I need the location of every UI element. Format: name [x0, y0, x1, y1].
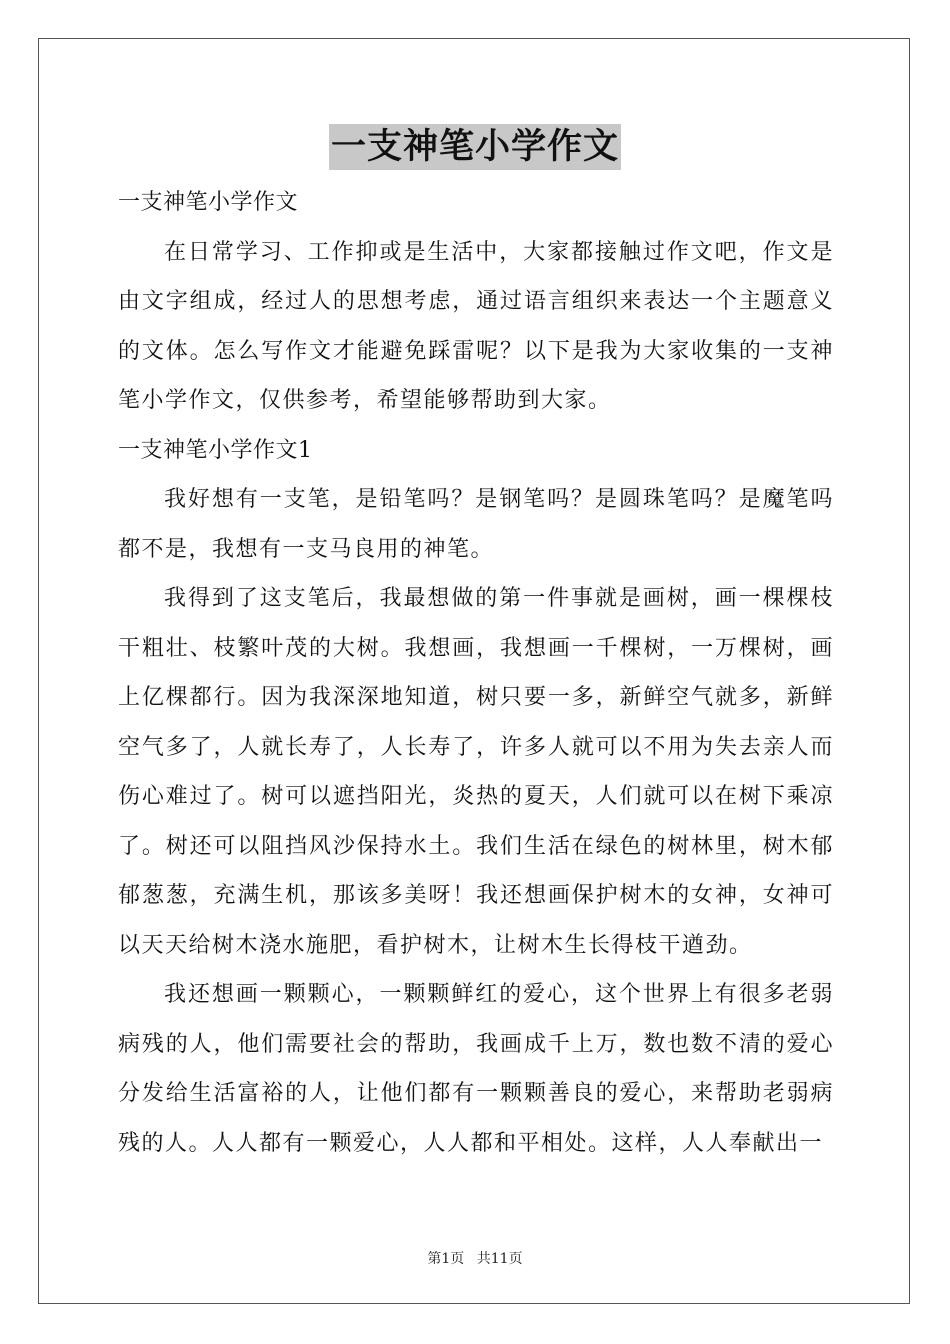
section-heading: 一支神笔小学作文: [118, 190, 299, 215]
section-heading: 一支神笔小学作文1: [118, 437, 313, 463]
body-paragraph: 我还想画一颗颗心，一颗颗鲜红的爱心，这个世界上有很多老弱病残的人，他们需要社会的帮助，我画成千上万，数也数不清的爱心分发给生活富裕的人，让他们都有一颗颗善良的爱心，来帮助老弱病残的人。人人都有一颗爱心，人人都和平相处。这样，人人奉献出一: [118, 982, 834, 1156]
page-total: 共11页: [476, 1251, 523, 1267]
body-paragraph: 我得到了这支笔后，我最想做的第一件事就是画树，画一棵棵枝干粗壮、枝繁叶茂的大树。我想画，我想画一千棵树，一万棵树，画上亿棵都行。因为我深深地知道，树只要一多，新鲜空气就多，新鲜空气多了，人就长寿了，人长寿了，许多人就可以不用为失去亲人而伤心难过了。树可以遮挡阳光，炎热的夏天，人们就可以在树下乘凉了。树还可以阻挡风沙保持水土。我们生活在绿色的树林里，树木郁郁葱葱，充满生机，那该多美呀！我还想画保护树木的女神，女神可以天天给树木浇水施肥，看护树木，让树木生长得枝干遒劲。: [118, 586, 834, 958]
page-number: 第1页: [427, 1251, 465, 1267]
title-container: [0, 124, 950, 170]
body-paragraph: 在日常学习、工作抑或是生活中，大家都接触过作文吧，作文是由文字组成，经过人的思想考虑，通过语言组织来表达一个主题意义的文体。怎么写作文才能避免踩雷呢？以下是我为大家收集的一支神笔小学作文，仅供参考，希望能够帮助到大家。: [118, 239, 834, 413]
document-title: 一支神笔小学作文: [329, 124, 621, 170]
page-footer: [0, 1248, 950, 1268]
body-paragraph: 我好想有一支笔，是铅笔吗？是钢笔吗？是圆珠笔吗？是魔笔吗都不是，我想有一支马良用的神笔。: [118, 487, 834, 562]
document-body: [118, 178, 834, 1168]
